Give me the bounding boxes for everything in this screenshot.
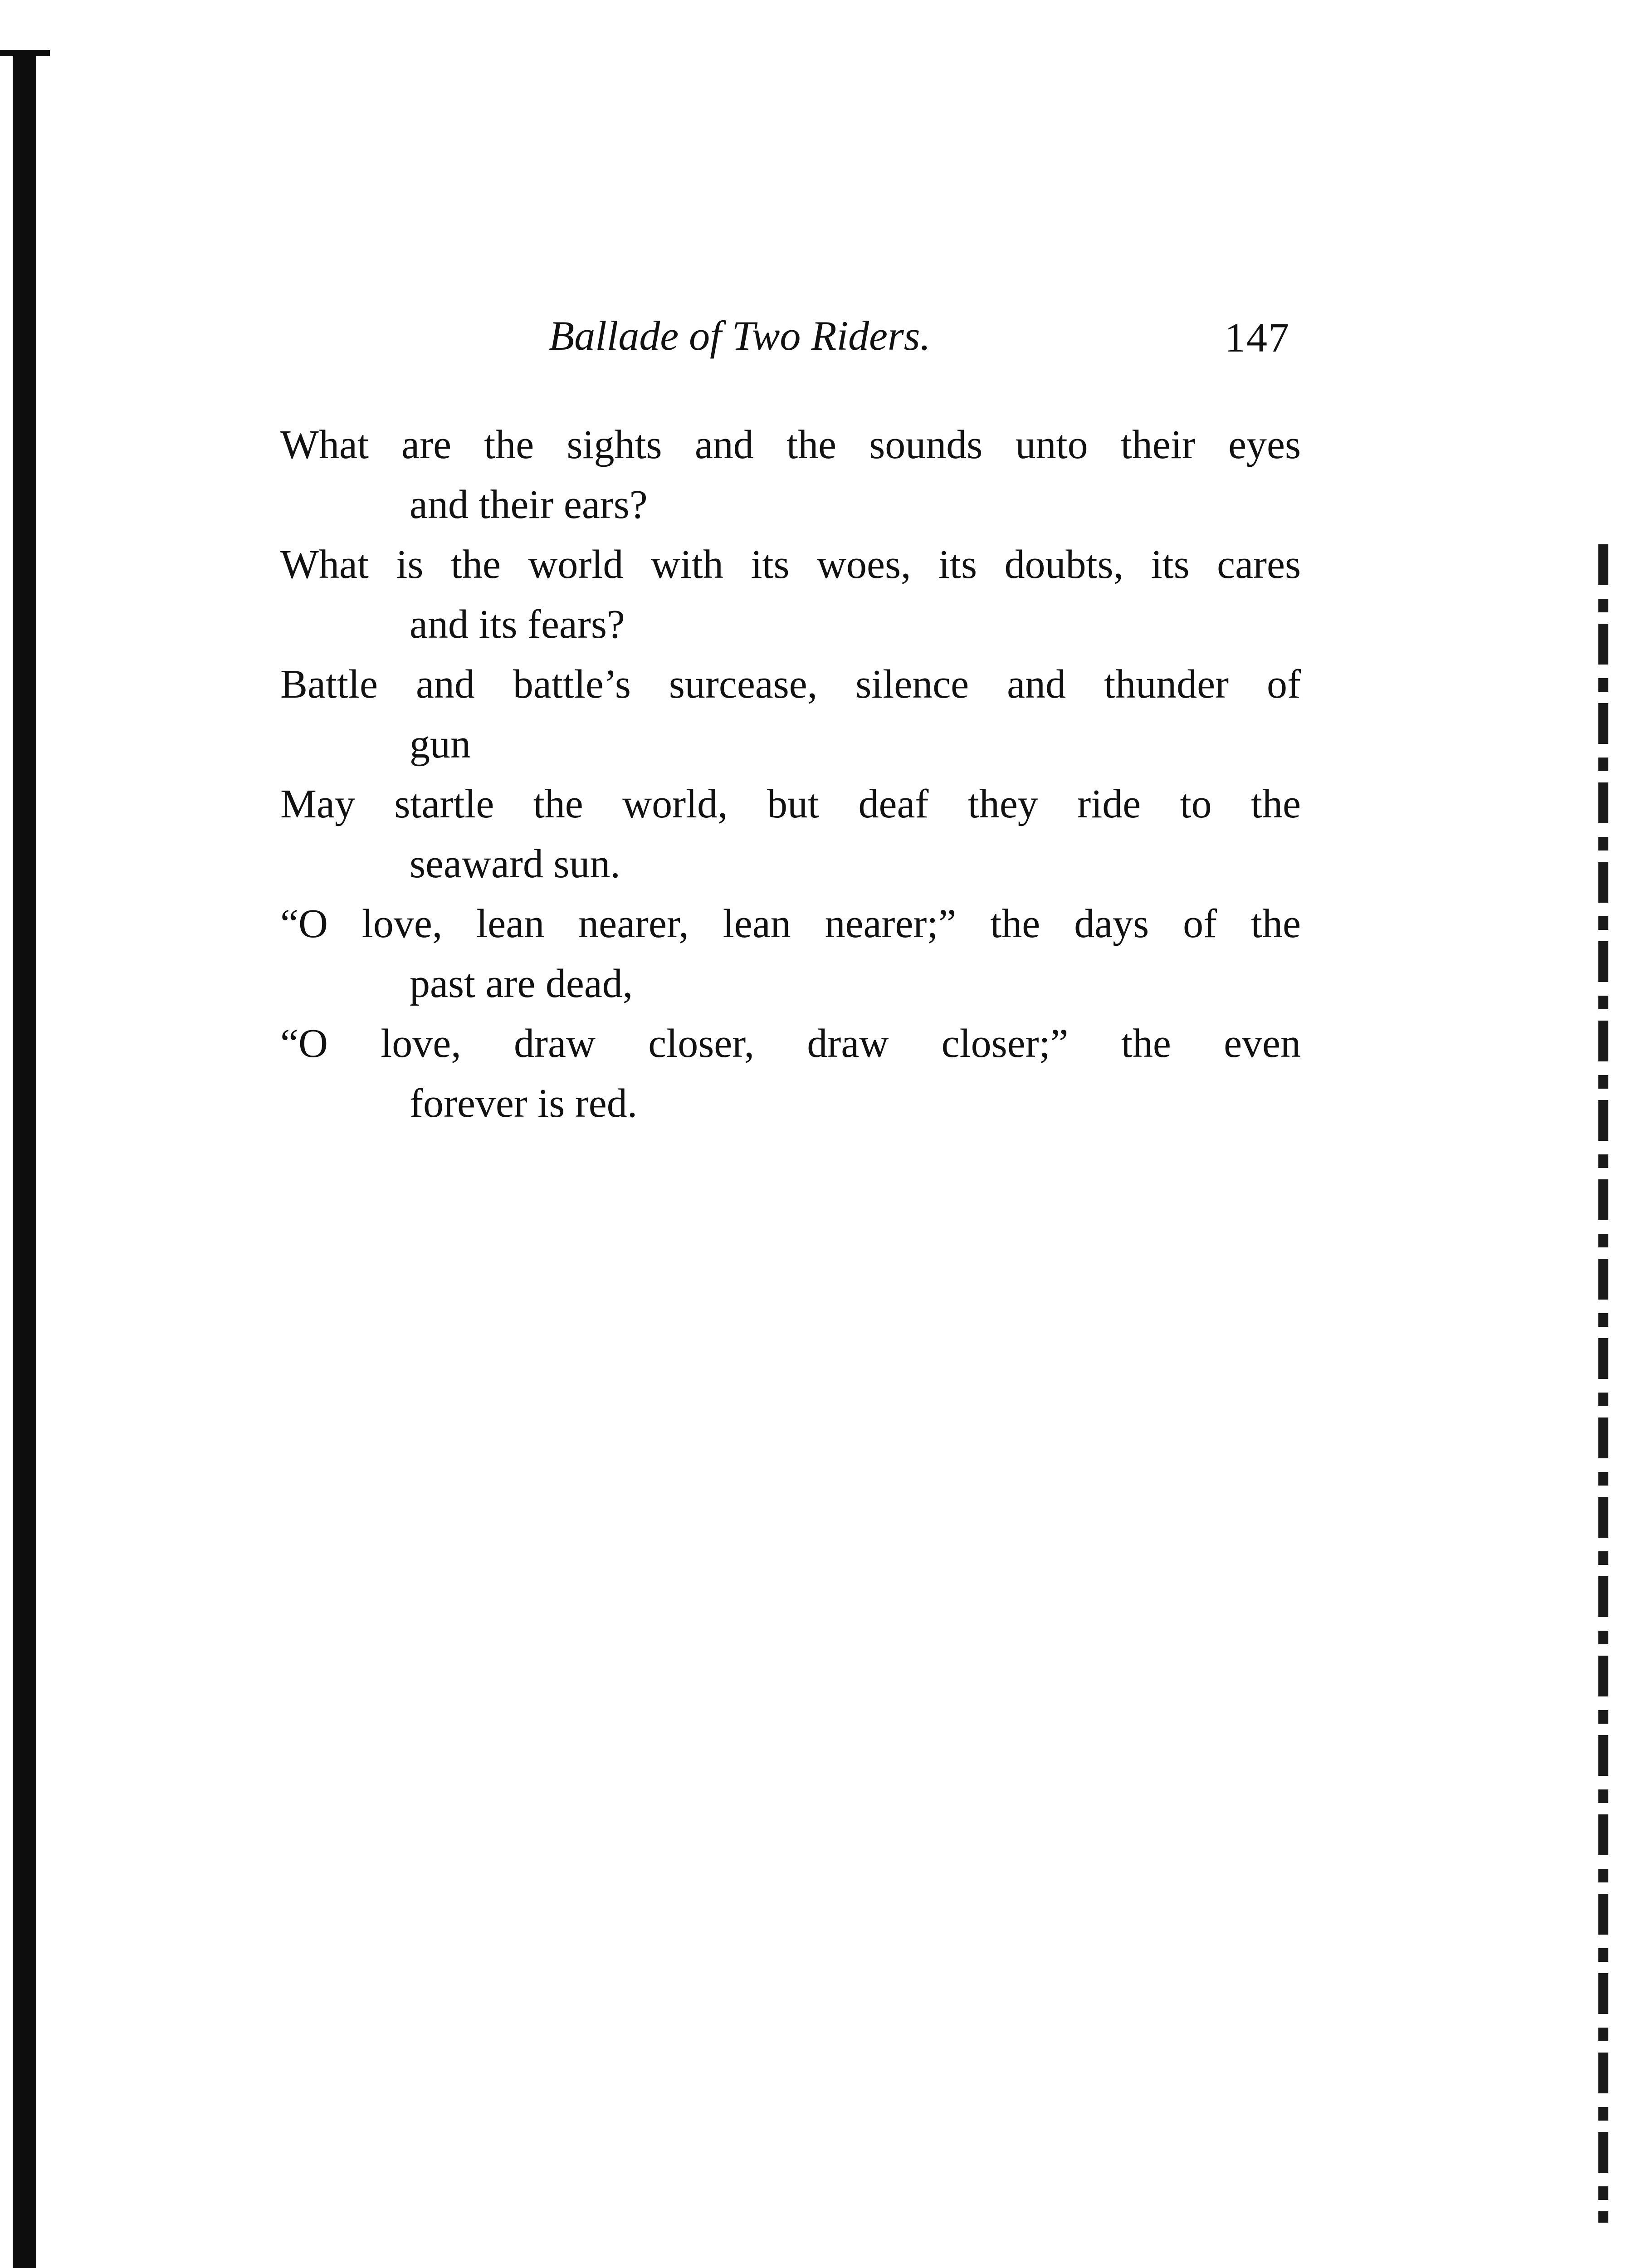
poem-line: past are dead,: [410, 961, 633, 1006]
running-title: Ballade of Two Riders.: [549, 313, 931, 359]
poem-line: gun: [410, 722, 471, 767]
poem-line: What are the sights and the sounds unto their eyes: [280, 422, 1301, 467]
poem-line: forever is red.: [410, 1081, 638, 1126]
binding-edge: [13, 50, 36, 2268]
poem-line: “O love, draw closer, draw closer;” the even: [280, 1021, 1301, 1066]
poem-line: May startle the world, but deaf they ride to the: [280, 782, 1301, 826]
poem-line: What is the world with its woes, its doubts, its cares: [280, 542, 1301, 587]
poem-text: [280, 415, 1301, 1134]
poem-line: seaward sun.: [410, 841, 620, 886]
poem-line: Battle and battle’s surcease, silence and thunder of: [280, 662, 1301, 707]
poem-line: “O love, lean nearer, lean nearer;” the days of the: [280, 901, 1301, 946]
poem-line: and their ears?: [410, 482, 648, 527]
page-number: 147: [1225, 314, 1290, 361]
poem-line: and its fears?: [410, 602, 625, 647]
page-edge-right: [1598, 544, 1608, 2223]
